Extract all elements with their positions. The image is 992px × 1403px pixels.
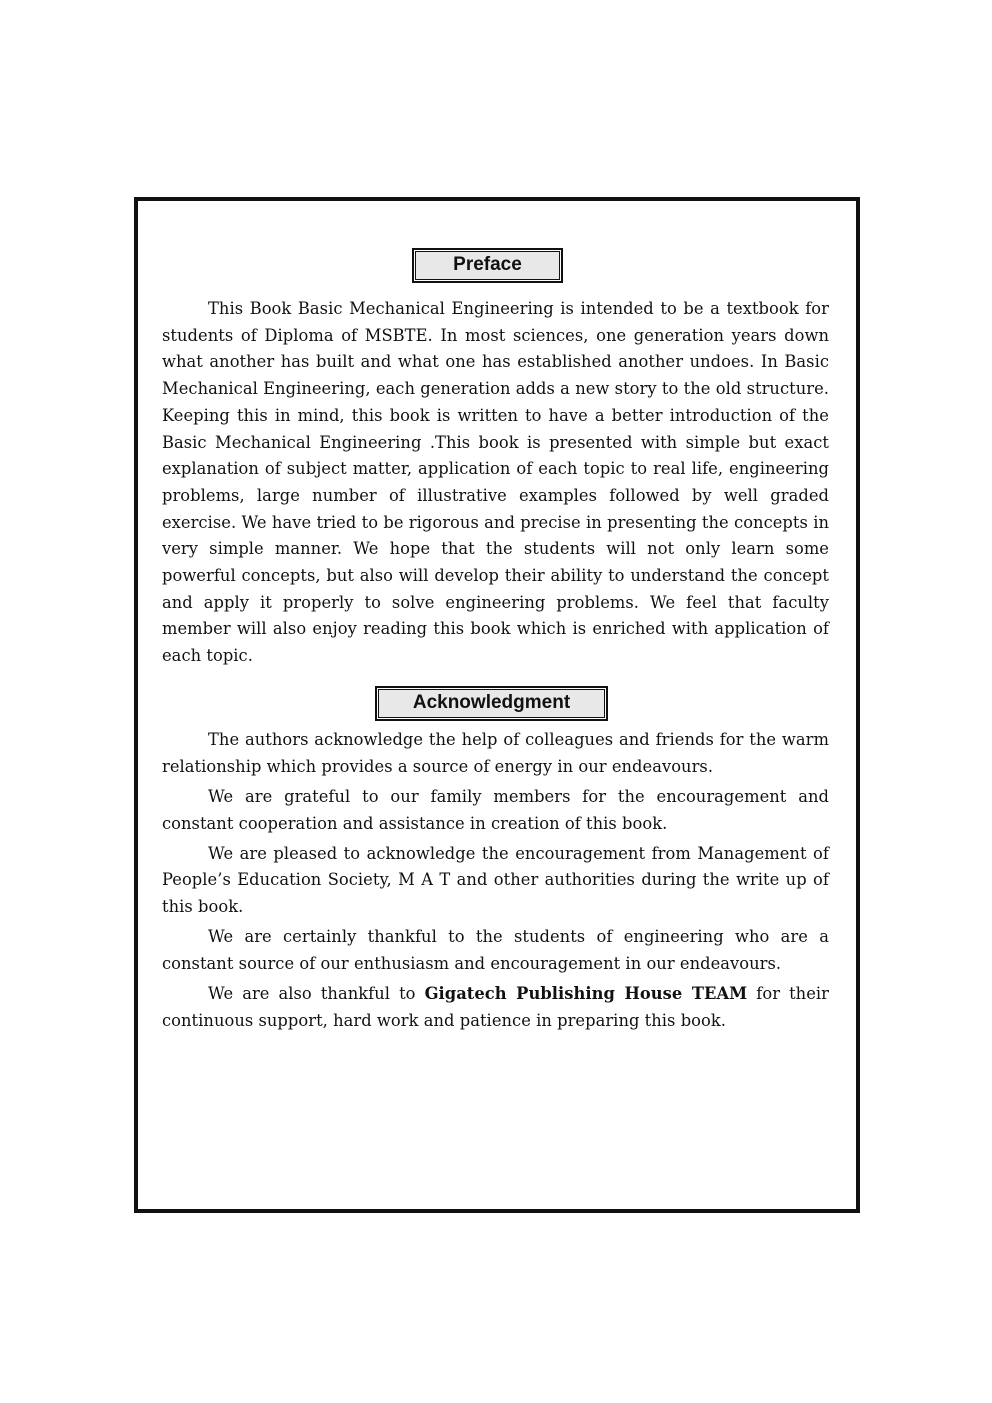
ack-thanks-lead: We are also thankful to xyxy=(208,983,425,1003)
acknowledgment-paragraph-3: We are pleased to acknowledge the encouragement from Management of People’s Education Society, M A T and other authorities during the write up of this book. xyxy=(162,843,829,916)
acknowledgment-paragraph-1: The authors acknowledge the help of colleagues and friends for the warm relationship which provides a source of energy in our endeavours. xyxy=(162,730,829,776)
publisher-name: Gigatech Publishing House TEAM xyxy=(424,983,748,1003)
preface-heading: Preface xyxy=(412,248,563,283)
acknowledgment-section xyxy=(162,727,829,1038)
acknowledgment-paragraph-4: We are certainly thankful to the students of engineering who are a constant source of our enthusiasm and encouragement in our endeavours. xyxy=(162,927,829,973)
ack-thanks-tail: for their continuous support, hard work and patience in preparing this book. xyxy=(162,983,829,1030)
acknowledgment-paragraph-2: We are grateful to our family members for the encouragement and constant cooperation and assistance in creation of this book. xyxy=(162,786,829,833)
acknowledgment-paragraph-5 xyxy=(162,981,829,1034)
preface-paragraph: This Book Basic Mechanical Engineering is intended to be a textbook for students of Diploma of MSBTE. In most sciences, one generation years down what another has built and what one has established another undoes. In Basic Mechanical Engineering, each generation adds a new story to the old structure. Keeping this in mind, this book is written to have a better introduction of the Basic Mechanical Engineering .This book is presented with simple but exact explanation of subject matter, application of each topic to real life, engineering problems, large number of illustrative examples followed by well graded exercise. We have tried to be rigorous and precise in presenting the concepts in very simple manner. We hope that the students will not only learn some powerful concepts, but also will develop their ability to understand the concept and apply it properly to solve engineering problems. We feel that faculty member will also enjoy reading this book which is enriched with application of each topic. xyxy=(162,299,829,666)
preface-section xyxy=(162,296,829,670)
acknowledgment-heading: Acknowledgment xyxy=(375,686,608,721)
